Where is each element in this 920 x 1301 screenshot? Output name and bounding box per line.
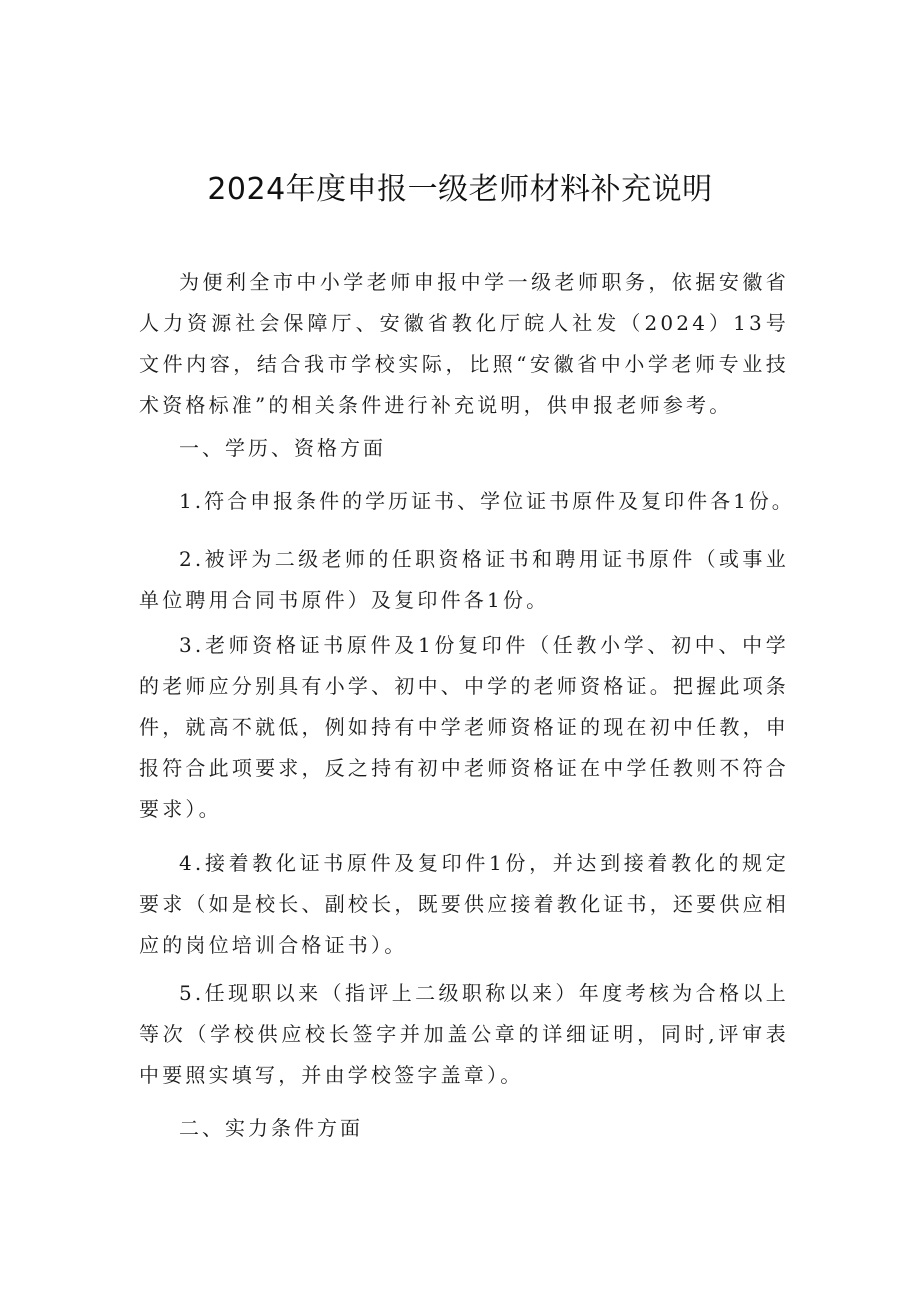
list-item-4: 4.接着教化证书原件及复印件1份，并达到接着教化的规定要求（如是校长、副校长，既要供应接着教化证书，还要供应相应的岗位培训合格证书）。: [139, 851, 789, 957]
document-title: 2024年度申报一级老师材料补充说明: [207, 172, 713, 207]
section-heading-ability: 二、实力条件方面: [179, 1116, 363, 1140]
list-item-5: 5.任现职以来（指评上二级职称以来）年度考核为合格以上等次（学校供应校长签字并加盖公章的详细证明，同时,评审表中要照实填写，并由学校签字盖章）。: [139, 981, 789, 1087]
list-item-1: 1.符合申报条件的学历证书、学位证书原件及复印件各1份。: [179, 489, 795, 513]
list-item-3: 3.老师资格证书原件及1份复印件（任教小学、初中、中学的老师应分别具有小学、初中、中学的老师资格证。把握此项条件，就高不就低，例如持有中学老师资格证的现在初中任教，申报符合此项要求，反之持有初中老师资格证在中学任教则不符合要求）。: [139, 633, 789, 821]
list-item-2: 2.被评为二级老师的任职资格证书和聘用证书原件（或事业单位聘用合同书原件）及复印件各1份。: [139, 547, 789, 612]
section-heading-education: 一、学历、资格方面: [179, 436, 386, 460]
intro-paragraph: 为便利全市中小学老师申报中学一级老师职务，依据安徽省人力资源社会保障厅、安徽省教化厅皖人社发（2024）13号文件内容，结合我市学校实际，比照“安徽省中小学老师专业技术资格标准”的相关条件进行补充说明，供申报老师参考。: [139, 270, 789, 417]
